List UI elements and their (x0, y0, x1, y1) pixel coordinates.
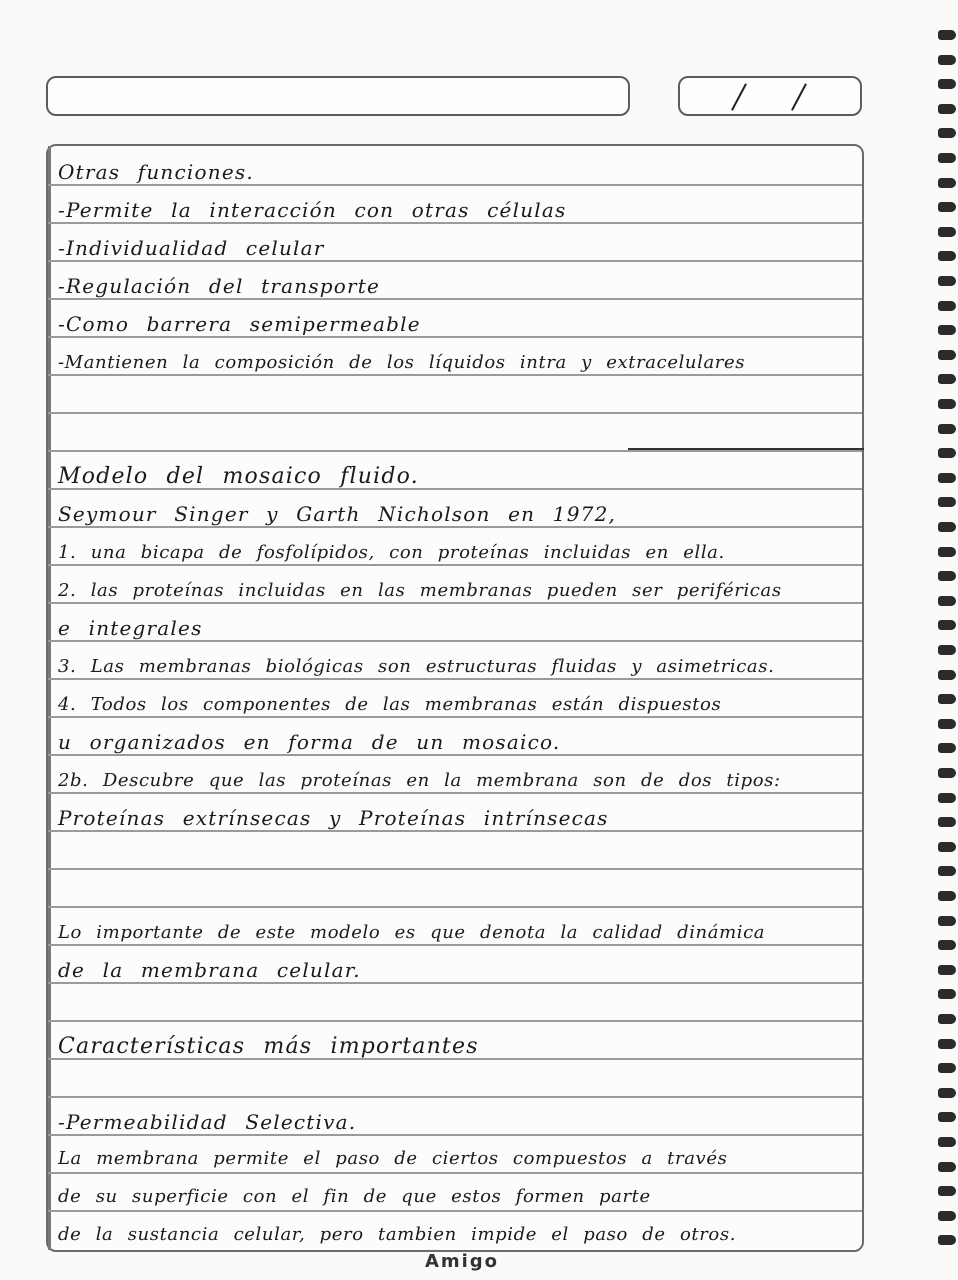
note-line: -Permite la interacción con otras células (58, 198, 567, 222)
spiral-ring (938, 940, 956, 950)
rule-line (48, 564, 862, 566)
note-line: 4. Todos los componentes de las membranas están dispuestos (58, 694, 722, 715)
spiral-ring (938, 227, 956, 237)
rule-line (48, 982, 862, 984)
note-line: -Individualidad celular (58, 236, 325, 260)
rule-line (48, 830, 862, 832)
spiral-ring (938, 571, 956, 581)
rule-line (48, 716, 862, 718)
spiral-ring (938, 965, 956, 975)
note-line: 2. las proteínas incluidas en las membranas pueden ser periféricas (58, 580, 782, 601)
rule-line (48, 944, 862, 946)
spiral-ring (938, 989, 956, 999)
spiral-ring (938, 817, 956, 827)
spiral-ring (938, 497, 956, 507)
spiral-ring (938, 473, 956, 483)
spiral-ring (938, 596, 956, 606)
note-line: e integrales (58, 616, 203, 640)
rule-line (48, 184, 862, 186)
spiral-ring (938, 645, 956, 655)
rule-line (48, 222, 862, 224)
margin-line (48, 146, 51, 1250)
spiral-ring (938, 620, 956, 630)
note-heading: Características más importantes (58, 1034, 479, 1059)
note-line: de la sustancia celular, pero tambien impide el paso de otros. (58, 1224, 737, 1245)
rule-line (48, 868, 862, 870)
note-line: 2b. Descubre que las proteínas en la membrana son de dos tipos: (58, 770, 781, 791)
spiral-ring (938, 153, 956, 163)
note-line: Lo importante de este modelo es que denota la calidad dinámica (58, 922, 766, 943)
spiral-ring (938, 202, 956, 212)
spiral-ring (938, 743, 956, 753)
spiral-ring (938, 30, 956, 40)
spiral-ring (938, 793, 956, 803)
spiral-ring (938, 1186, 956, 1196)
note-line: 1. una bicapa de fosfolípidos, con proteínas incluidas en ella. (58, 542, 725, 563)
spiral-ring (938, 1112, 956, 1122)
spiral-ring (938, 670, 956, 680)
date-field (678, 76, 862, 116)
spiral-ring (938, 104, 956, 114)
rule-line (48, 1210, 862, 1212)
spiral-ring (938, 1235, 956, 1245)
brand-logo: Amigo (424, 1251, 500, 1272)
rule-line (48, 450, 862, 452)
spiral-ring (938, 866, 956, 876)
rule-line (48, 526, 862, 528)
spiral-ring (938, 522, 956, 532)
spiral-ring (938, 719, 956, 729)
spiral-ring (938, 1063, 956, 1073)
note-line: u organizados en forma de un mosaico. (58, 730, 561, 754)
rule-line (48, 1134, 862, 1136)
note-line: -Regulación del transporte (58, 274, 381, 298)
rule-line (48, 298, 862, 300)
spiral-ring (938, 251, 956, 261)
note-line: -Mantienen la composición de los líquidos intra y extracelulares (58, 352, 746, 373)
spiral-ring (938, 842, 956, 852)
spiral-ring (938, 694, 956, 704)
note-heading: Modelo del mosaico fluido. (58, 464, 419, 489)
spiral-ring (938, 1039, 956, 1049)
spiral-ring (938, 1137, 956, 1147)
rule-line (48, 1096, 862, 1098)
rule-line (48, 602, 862, 604)
note-line: -Permeabilidad Selectiva. (58, 1110, 357, 1134)
spiral-ring (938, 399, 956, 409)
rule-line (48, 754, 862, 756)
date-separator-2 (791, 83, 807, 110)
spiral-binding (936, 30, 958, 1270)
rule-line (48, 678, 862, 680)
note-line: Seymour Singer y Garth Nicholson en 1972, (58, 502, 617, 526)
rule-line (48, 640, 862, 642)
spiral-ring (938, 1088, 956, 1098)
spiral-ring (938, 448, 956, 458)
pen-stroke (628, 448, 864, 450)
spiral-ring (938, 276, 956, 286)
spiral-ring (938, 1211, 956, 1221)
spiral-ring (938, 374, 956, 384)
rule-line (48, 412, 862, 414)
spiral-ring (938, 128, 956, 138)
spiral-ring (938, 301, 956, 311)
note-line: de su superficie con el fin de que estos formen parte (58, 1186, 651, 1207)
rule-line (48, 260, 862, 262)
spiral-ring (938, 1162, 956, 1172)
date-separator-1 (731, 83, 747, 110)
spiral-ring (938, 1014, 956, 1024)
spiral-ring (938, 55, 956, 65)
spiral-ring (938, 891, 956, 901)
spiral-ring (938, 916, 956, 926)
spiral-ring (938, 325, 956, 335)
note-line: La membrana permite el paso de ciertos compuestos a través (58, 1148, 728, 1169)
spiral-ring (938, 424, 956, 434)
rule-line (48, 1172, 862, 1174)
note-line: Proteínas extrínsecas y Proteínas intrínsecas (58, 806, 609, 830)
spiral-ring (938, 79, 956, 89)
note-line: de la membrana celular. (58, 958, 361, 982)
spiral-ring (938, 547, 956, 557)
note-line: 3. Las membranas biológicas son estructuras fluidas y asimetricas. (58, 656, 775, 677)
spiral-ring (938, 178, 956, 188)
spiral-ring (938, 768, 956, 778)
spiral-ring (938, 350, 956, 360)
rule-line (48, 906, 862, 908)
note-line: Otras funciones. (58, 160, 254, 184)
rule-line (48, 374, 862, 376)
rule-line (48, 1020, 862, 1022)
note-line: -Como barrera semipermeable (58, 312, 421, 336)
rule-line (48, 336, 862, 338)
title-field (46, 76, 630, 116)
rule-line (48, 792, 862, 794)
